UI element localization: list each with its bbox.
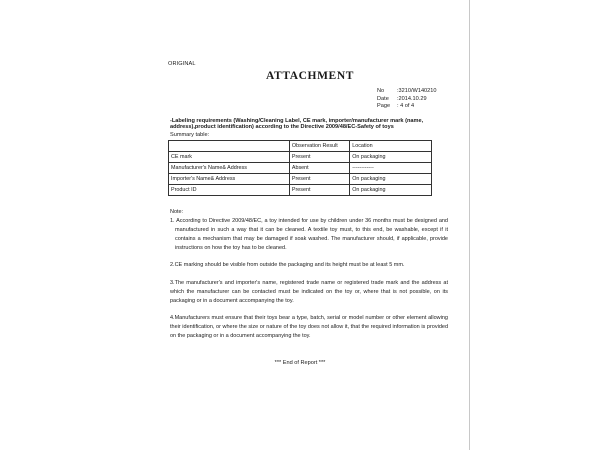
table-cell: Present	[289, 152, 349, 163]
meta-key: Page	[377, 103, 391, 110]
table-cell: Importer's Name& Address	[169, 174, 290, 185]
table-row	[169, 185, 432, 196]
table-cell: Present	[289, 174, 349, 185]
note-spacer	[170, 306, 448, 314]
table-header-cell	[169, 141, 290, 152]
table-row	[169, 152, 432, 163]
table-cell: Absent	[289, 163, 349, 174]
note-item-3: 3.The manufacturer's and importer's name, registered trade name or registered trade mark and the address at which the manufacturer can be contacted must be indicated on the toy or, where that is not possible, on its packaging or in a document accompanying the toy.	[170, 279, 448, 304]
table-cell: On packaging	[350, 152, 432, 163]
note-item-4: 4.Manufacturers must ensure that their toys bear a type, batch, serial or model number or other element allowing their identification, or where the size or nature of the toy does not allow it, that the required information is provided on the packaging or in a document accompanying the toy.	[170, 314, 448, 340]
notes-section	[170, 208, 448, 341]
table-cell: On packaging	[350, 185, 432, 196]
meta-value: :2014.10.29	[397, 95, 427, 102]
meta-key: Date	[377, 95, 389, 102]
meta-value: :3210/W140210	[397, 88, 437, 94]
summary-table-label: Summary table:	[170, 132, 210, 138]
table-row	[169, 174, 432, 185]
page-edge-divider	[469, 0, 470, 450]
note-spacer	[170, 271, 448, 279]
table-header-cell: Location	[350, 141, 432, 152]
meta-row-number	[377, 88, 437, 96]
table-header-cell: Observation Result	[289, 141, 349, 152]
summary-table	[168, 140, 432, 196]
note-item-2: 2.CE marking should be visible from outside the packaging and its height must be at least 5 mm.	[170, 262, 405, 269]
table-cell: Manufacturer's Name& Address	[169, 163, 290, 174]
document-meta	[377, 88, 437, 111]
original-mark: ORIGINAL	[168, 61, 196, 67]
meta-key: No	[377, 88, 385, 94]
table-row	[169, 163, 432, 174]
end-of-report: *** End of Report ***	[274, 360, 326, 366]
table-cell: On packaging	[350, 174, 432, 185]
labeling-requirements-heading: -Labeling requirements (Washing/Cleaning Label, CE mark, importer/manufacturer mark (name, address),product identification) according to the Directive 2009/48/EC-Safety of toys	[170, 118, 424, 131]
table-cell: CE mark	[169, 152, 290, 163]
meta-row-date	[377, 96, 437, 104]
meta-row-page	[377, 103, 437, 111]
notes-heading: Note:	[170, 209, 184, 215]
table-cell: Present	[289, 185, 349, 196]
table-cell: ------------	[350, 163, 432, 174]
table-cell: Product ID	[169, 185, 290, 196]
note-spacer	[170, 253, 448, 261]
note-item-1: 1. According to Directive 2009/48/EC, a toy intended for use by children under 36 months must be designed and manufactured in such a way that it can be cleaned. A textile toy must, to this end, be washable, except if it contains a mechanism that may be damaged if soak washed. The manufacturer should, if applicable, provide instructions on how the toy has to be cleaned.	[170, 218, 448, 252]
table-header-row	[169, 141, 432, 152]
page-title: ATTACHMENT	[266, 70, 354, 82]
meta-value: : 4 of 4	[397, 103, 415, 110]
